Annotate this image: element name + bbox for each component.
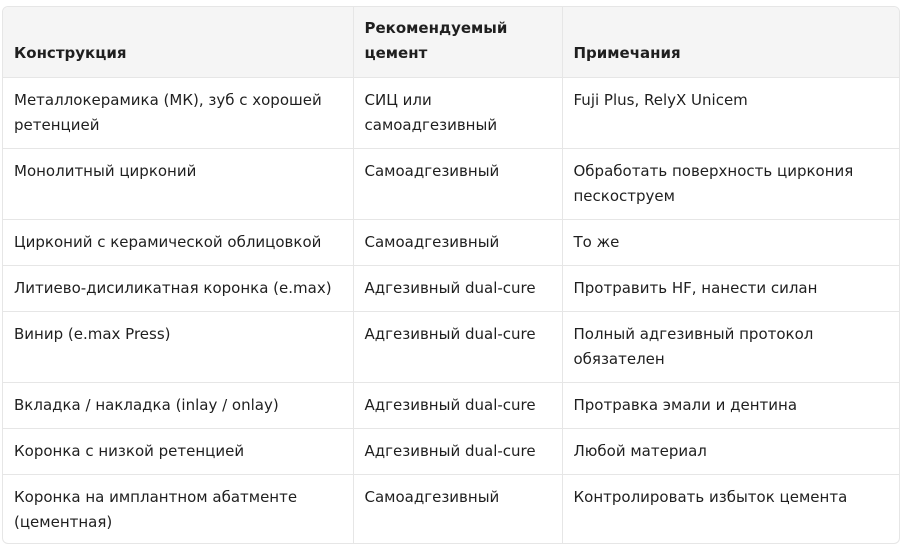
- cell-construction: Цирконий с керамической облицовкой: [3, 220, 353, 266]
- cell-notes: Контролировать избыток цемента: [562, 475, 899, 545]
- cell-cement: Адгезивный dual-cure: [353, 266, 562, 312]
- table-row: [3, 429, 899, 475]
- cell-construction: Коронка с низкой ретенцией: [3, 429, 353, 475]
- cell-construction: Металлокерамика (МК), зуб с хорошей ретенцией: [3, 78, 353, 149]
- cell-cement: Адгезивный dual-cure: [353, 429, 562, 475]
- cell-notes: Протравить HF, нанести силан: [562, 266, 899, 312]
- cement-table: [3, 7, 899, 544]
- table-row: [3, 475, 899, 545]
- cell-cement: Самоадгезивный: [353, 149, 562, 220]
- cell-construction: Коронка на имплантном абатменте (цементная): [14, 488, 298, 531]
- table-row: [3, 383, 899, 429]
- cement-table-container: [2, 6, 900, 544]
- cell-cement: Адгезивный dual-cure: [353, 312, 562, 383]
- cell-notes: Обработать поверхность циркония пескоструем: [562, 149, 899, 220]
- header-construction: Конструкция: [3, 7, 353, 78]
- cell-cement: Самоадгезивный: [353, 220, 562, 266]
- cell-construction: Винир (e.max Press): [3, 312, 353, 383]
- cell-notes: Fuji Plus, RelyX Unicem: [562, 78, 899, 149]
- cell-construction: Литиево-дисиликатная коронка (e.max): [3, 266, 353, 312]
- header-recommended-cement: Рекомендуемый цемент: [353, 7, 562, 78]
- cell-notes: Полный адгезивный протокол обязателен: [562, 312, 899, 383]
- cell-notes: Любой материал: [562, 429, 899, 475]
- cell-construction: Монолитный цирконий: [3, 149, 353, 220]
- cell-notes: Протравка эмали и дентина: [562, 383, 899, 429]
- cell-cement: Самоадгезивный: [353, 475, 562, 545]
- cell-notes: То же: [562, 220, 899, 266]
- cell-construction: Вкладка / накладка (inlay / onlay): [3, 383, 353, 429]
- table-row: [3, 312, 899, 383]
- header-notes: Примечания: [562, 7, 899, 78]
- table-row: [3, 78, 899, 149]
- cell-cement: СИЦ или самоадгезивный: [353, 78, 562, 149]
- table-row: [3, 220, 899, 266]
- table-row: [3, 266, 899, 312]
- cell-cement: Адгезивный dual-cure: [353, 383, 562, 429]
- table-header-row: [3, 7, 899, 78]
- table-row: [3, 149, 899, 220]
